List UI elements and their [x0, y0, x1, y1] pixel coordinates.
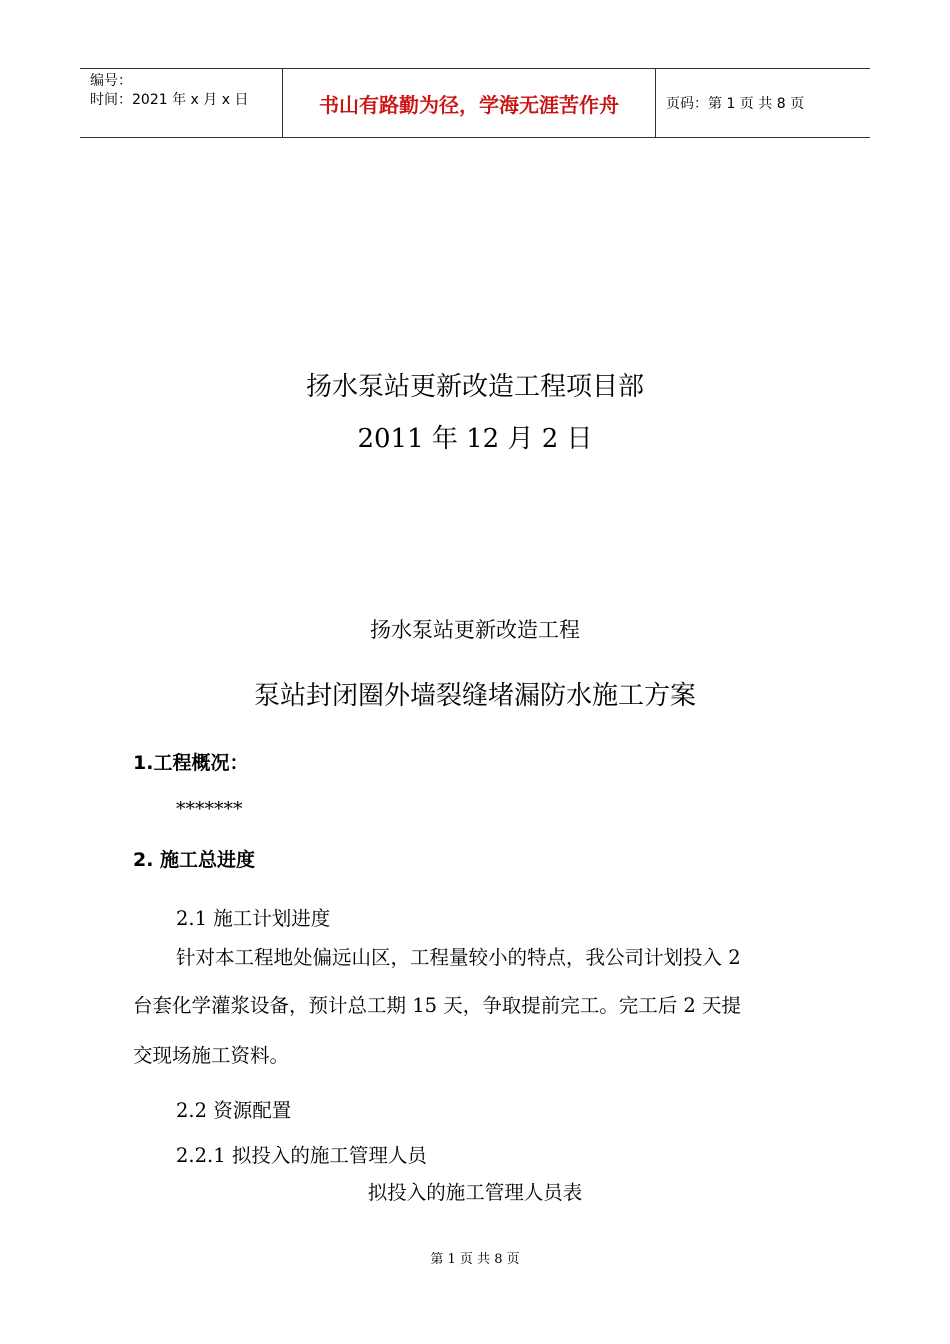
header-page-info: 页码：第 1 页 共 8 页	[666, 96, 805, 112]
section-1-content: *******	[176, 798, 243, 820]
page-header	[80, 68, 870, 138]
project-name: 扬水泵站更新改造工程	[370, 618, 580, 642]
page-footer: 第 1 页 共 8 页	[430, 1252, 520, 1267]
section-2-1-heading: 2.1 施工计划进度	[176, 907, 331, 930]
header-motto: 书山有路勤为径，学海无涯苦作舟	[282, 69, 656, 137]
document-title: 泵站封闭圈外墙裂缝堵漏防水施工方案	[253, 681, 696, 711]
paragraph-line-2: 台套化学灌浆设备，预计总工期 15 天，争取提前完工。完工后 2 天提	[133, 994, 742, 1017]
table-caption: 拟投入的施工管理人员表	[367, 1181, 583, 1204]
section-2-2-heading: 2.2 资源配置	[176, 1099, 292, 1122]
cover-organization: 扬水泵站更新改造工程项目部	[305, 372, 644, 402]
paragraph-line-3: 交现场施工资料。	[133, 1044, 290, 1067]
section-2-2-1-heading: 2.2.1 拟投入的施工管理人员	[176, 1144, 427, 1167]
paragraph-line-1: 针对本工程地处偏远山区，工程量较小的特点，我公司计划投入 2	[176, 946, 741, 969]
header-meta	[80, 69, 282, 137]
time-label: 时间：2021 年 x 月 x 日	[90, 92, 249, 108]
cover-date: 2011 年 12 月 2 日	[357, 424, 593, 454]
section-1-heading: 1.工程概况：	[133, 752, 249, 774]
section-2-heading: 2. 施工总进度	[133, 849, 256, 871]
number-label: 编号：	[90, 73, 132, 89]
